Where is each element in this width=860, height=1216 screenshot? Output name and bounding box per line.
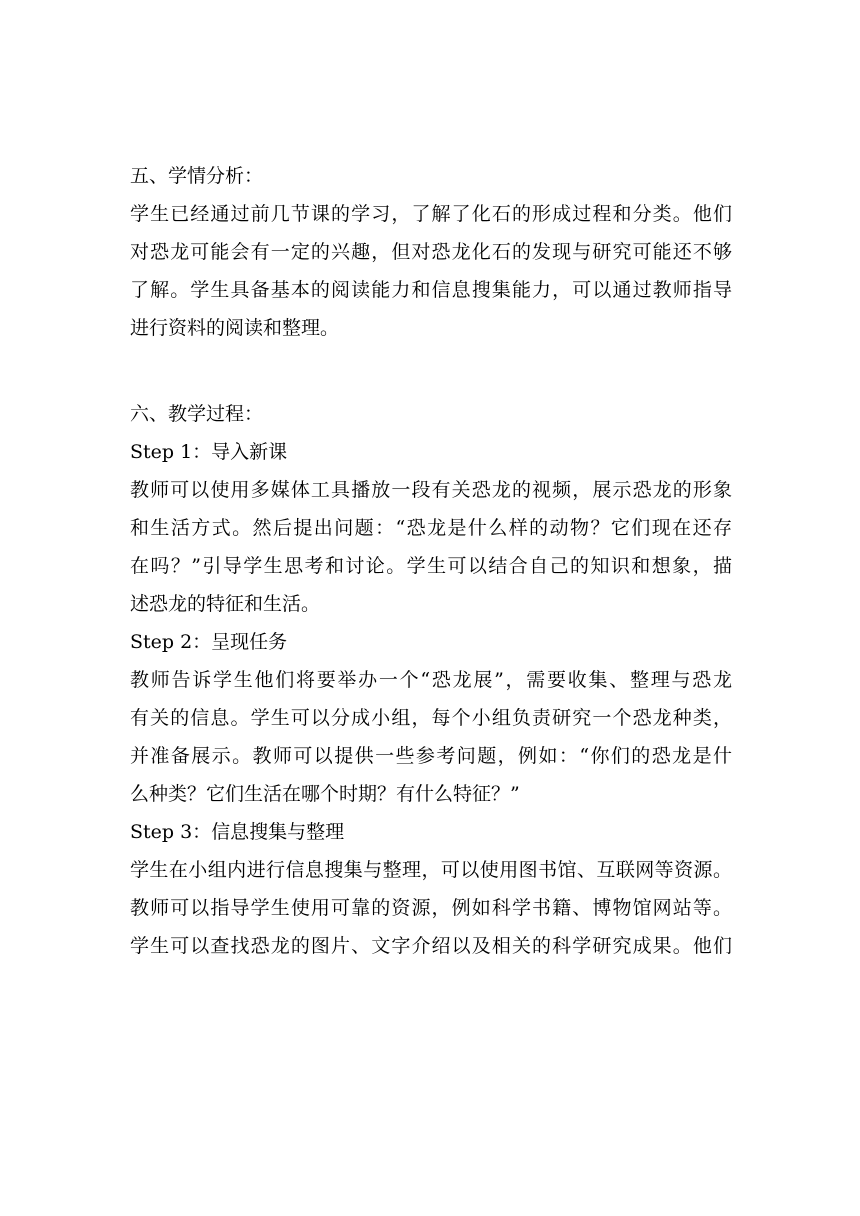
- step-3-text-line: 教师可以指导学生使用可靠的资源，例如科学书籍、博物馆网站等。: [130, 897, 732, 919]
- blank-line: [130, 347, 732, 385]
- section-5-paragraph-line: 了解。学生具备基本的阅读能力和信息搜集能力，可以通过教师指导: [130, 279, 732, 301]
- step-2-text-line: 么种类？它们生活在哪个时期？有什么特征？”: [130, 783, 520, 805]
- step-1-text-line: 述恐龙的特征和生活。: [130, 593, 321, 615]
- step-2-text-line: 教师告诉学生他们将要举办一个“恐龙展”，需要收集、整理与恐龙: [130, 669, 732, 691]
- document-body: [130, 157, 732, 965]
- step-2-title: Step 2：呈现任务: [130, 631, 288, 653]
- section-5-paragraph-line: 进行资料的阅读和整理。: [130, 317, 340, 339]
- step-1-text-line: 教师可以使用多媒体工具播放一段有关恐龙的视频，展示恐龙的形象: [130, 479, 732, 501]
- step-1-text-line: 和生活方式。然后提出问题：“恐龙是什么样的动物？它们现在还存: [130, 517, 732, 539]
- section-5-paragraph-line: 对恐龙可能会有一定的兴趣，但对恐龙化石的发现与研究可能还不够: [130, 241, 732, 263]
- step-2-text-line: 并准备展示。教师可以提供一些参考问题，例如：“你们的恐龙是什: [130, 745, 732, 767]
- step-3-text-line: 学生可以查找恐龙的图片、文字介绍以及相关的科学研究成果。他们: [130, 935, 732, 957]
- step-3-title: Step 3：信息搜集与整理: [130, 821, 345, 843]
- section-gap: [130, 385, 732, 395]
- step-2-text-line: 有关的信息。学生可以分成小组，每个小组负责研究一个恐龙种类，: [130, 707, 732, 729]
- step-3-text-line: 学生在小组内进行信息搜集与整理，可以使用图书馆、互联网等资源。: [130, 859, 732, 881]
- section-6-heading: 六、教学过程：: [130, 403, 264, 425]
- step-1-title: Step 1：导入新课: [130, 441, 288, 463]
- step-1-text-line: 在吗？”引导学生思考和讨论。学生可以结合自己的知识和想象，描: [130, 555, 732, 577]
- section-5-heading: 五、学情分析：: [130, 165, 264, 187]
- section-5-paragraph-line: 学生已经通过前几节课的学习，了解了化石的形成过程和分类。他们: [130, 203, 732, 225]
